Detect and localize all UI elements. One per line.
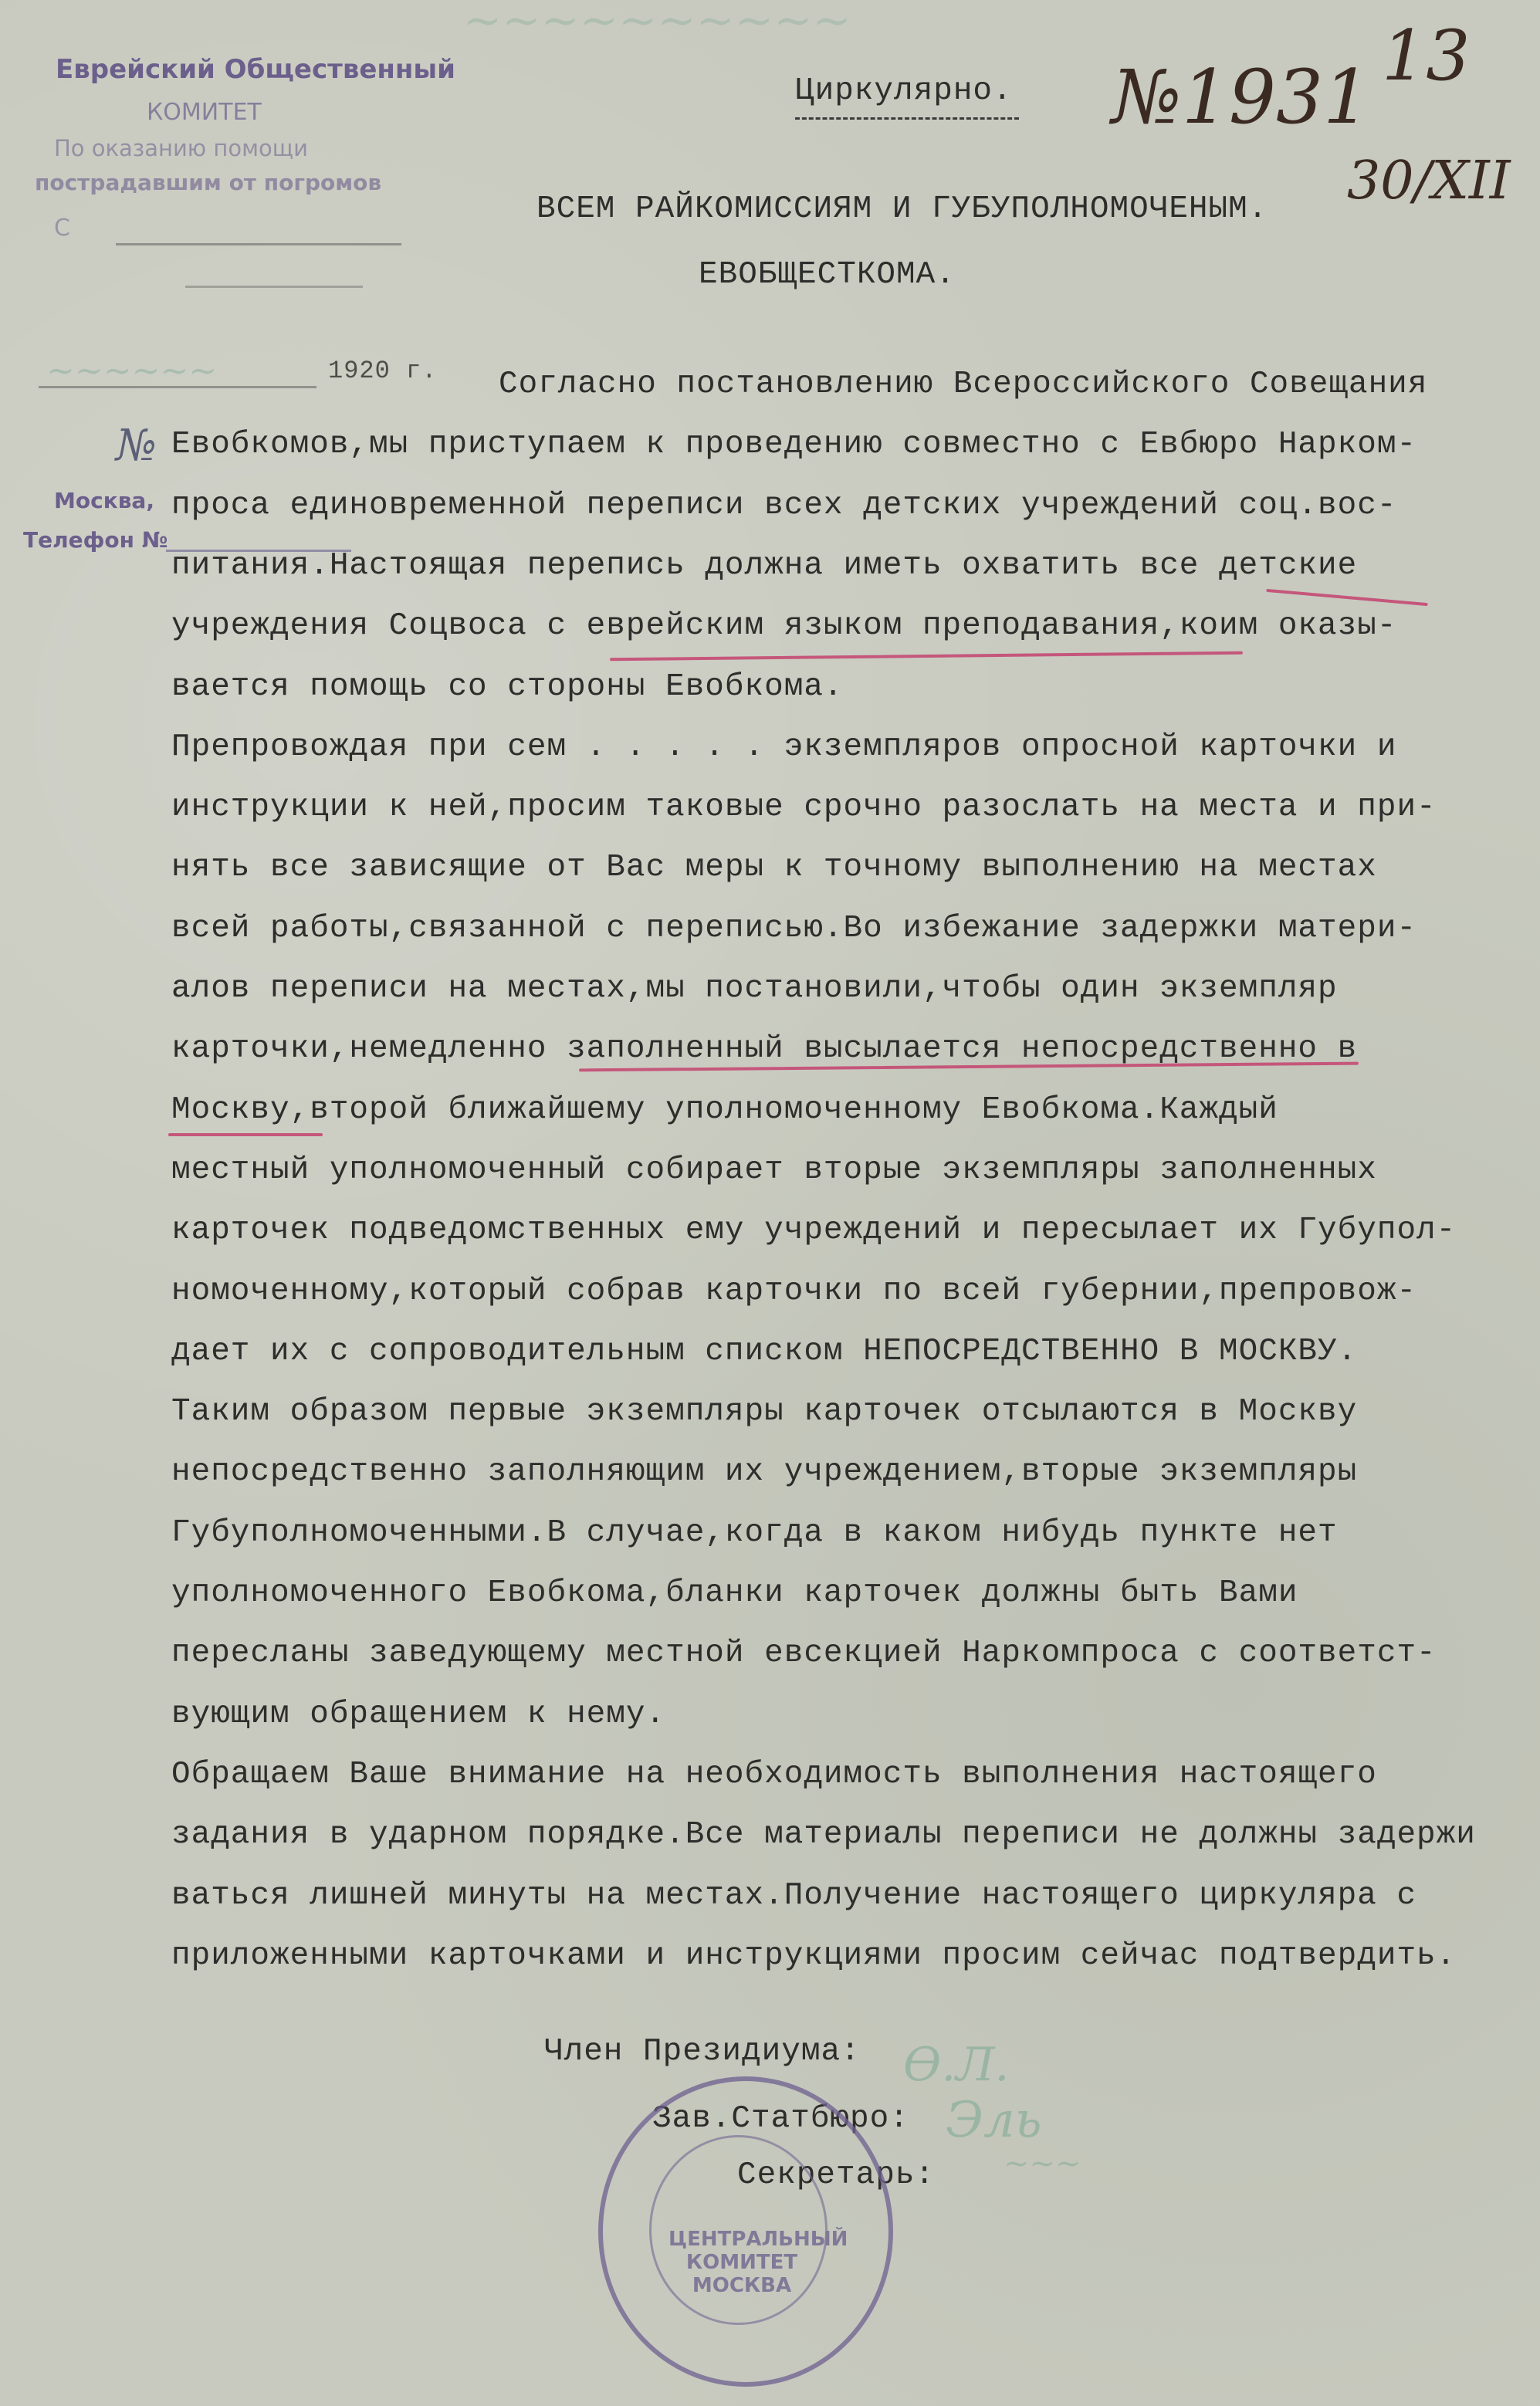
body-line: номоченному,который собрав карточки по всей губернии,препровож- [171, 1273, 1417, 1309]
outgoing-number-label: № [116, 421, 157, 471]
letterhead-phone: Телефон № [23, 527, 168, 553]
body-line: вается помощь со стороны Евобкома. [171, 668, 844, 705]
body-line: вующим обращением к нему. [171, 1696, 666, 1732]
body-line: приложенными карточками и инструкциями просим сейчас подтвердить. [171, 1937, 1457, 1974]
letterhead-rule [116, 243, 401, 245]
circular-underline [795, 117, 1019, 120]
red-underline-moscow [168, 1133, 323, 1136]
body-line: Таким образом первые экземпляры карточек отсылаются в Москву [171, 1394, 1358, 1430]
signature-presidium-label: Член Президиума: [544, 2034, 861, 2069]
letterhead-city: Москва, [54, 488, 154, 513]
body-line: алов переписи на местах,мы постановили,чтобы один экземпляр [171, 971, 1338, 1007]
body-line: Обращаем Ваше внимание на необходимость выполнения настоящего [171, 1756, 1377, 1792]
seal-center-text: ЦЕНТРАЛЬНЫЙ КОМИТЕТ МОСКВА [668, 2228, 848, 2297]
body-line: уполномоченного Евобкома,бланки карточек должны быть Вами [171, 1575, 1298, 1611]
body-line: Согласно постановлению Всероссийского Совещания [499, 367, 1428, 402]
body-line: учреждения Соцвоса с еврейским языком преподавания,коим оказы- [171, 608, 1397, 645]
handwritten-page-number: 13 [1382, 15, 1471, 96]
body-line: карточек подведомственных ему учреждений и пересылает их Губупол- [171, 1213, 1457, 1249]
green-handwriting-date: ~~~~~~ [46, 351, 218, 391]
body-line: задания в ударном порядке.Все материалы переписи не должны задержи [171, 1817, 1476, 1853]
body-line: ваться лишней минуты на местах.Получение настоящего циркуляра с [171, 1877, 1417, 1914]
body-line: нять все зависящие от Вас меры к точному выполнению на местах [171, 850, 1377, 886]
letterhead-rule-2 [185, 286, 363, 288]
handwritten-date: 30/XII [1347, 151, 1511, 211]
red-underline-language [610, 651, 1243, 662]
signature-secretary-label: Секретарь: [737, 2157, 936, 2193]
circular-label: Циркулярно. [795, 73, 1013, 109]
body-line: Губуполномоченными.В случае,когда в каком нибудь пункте нет [171, 1514, 1338, 1551]
handwritten-reg-number: №1931 [1112, 54, 1371, 140]
green-handwriting-top: ~~~~~~~~~~ [463, 0, 851, 48]
body-line: всей работы,связанной с переписью.Во избежание задержки матери- [171, 910, 1417, 946]
handwritten-signature-2: Эль [946, 2092, 1042, 2149]
handwritten-signature-3: ~~~ [1004, 2146, 1081, 2181]
letterhead-org-name: Еврейский Общественный [56, 54, 455, 85]
body-line: пересланы заведующему местной евсекцией Наркомпроса с соответст- [171, 1636, 1437, 1672]
body-line: дает их с сопроводительным списком НЕПОСРЕДСТВЕННО В МОСКВУ. [171, 1333, 1358, 1369]
date-year: 1920 г. [328, 357, 438, 385]
handwritten-signature-1: Ѳ.Л. [903, 2038, 1010, 2092]
body-line: питания.Настоящая перепись должна иметь охватить все детские [171, 547, 1358, 584]
address-line-2: ЕВОБЩЕСТКОМА. [699, 257, 956, 293]
body-line: инструкции к ней,просим таковые срочно разослать на места и при- [171, 790, 1437, 826]
body-line: Евобкомов,мы приступаем к проведению совместно с Евбюро Нарком- [171, 427, 1417, 463]
body-line: карточки,немедленно заполненный высылается непосредственно в [171, 1031, 1358, 1068]
address-line-1: ВСЕМ РАЙКОМИССИЯМ И ГУБУПОЛНОМОЧЕНЫМ. [536, 191, 1268, 227]
body-line: Препровождая при сем . . . . . экземпляров опросной карточки и [171, 729, 1397, 765]
body-line: Москву,второй ближайшему уполномоченному Евобкома.Каждый [171, 1091, 1278, 1128]
letterhead-committee: КОМИТЕТ [147, 99, 262, 126]
body-line: проса единовременной переписи всех детских учреждений соц.вос- [171, 487, 1397, 523]
signature-stat-bureau-label: Зав.Статбюро: [652, 2101, 909, 2137]
letterhead-victims: пострадавшим от погромов [35, 170, 382, 195]
body-line: непосредственно заполняющим их учреждением,вторые экземпляры [171, 1454, 1358, 1491]
body-line: местный уполномоченный собирает вторые экземпляры заполненных [171, 1152, 1377, 1188]
letterhead-city-line: С [54, 215, 70, 242]
red-underline-detskie [1266, 589, 1428, 606]
organization-seal [598, 2076, 893, 2387]
letterhead-purpose: По оказанию помощи [54, 135, 308, 161]
